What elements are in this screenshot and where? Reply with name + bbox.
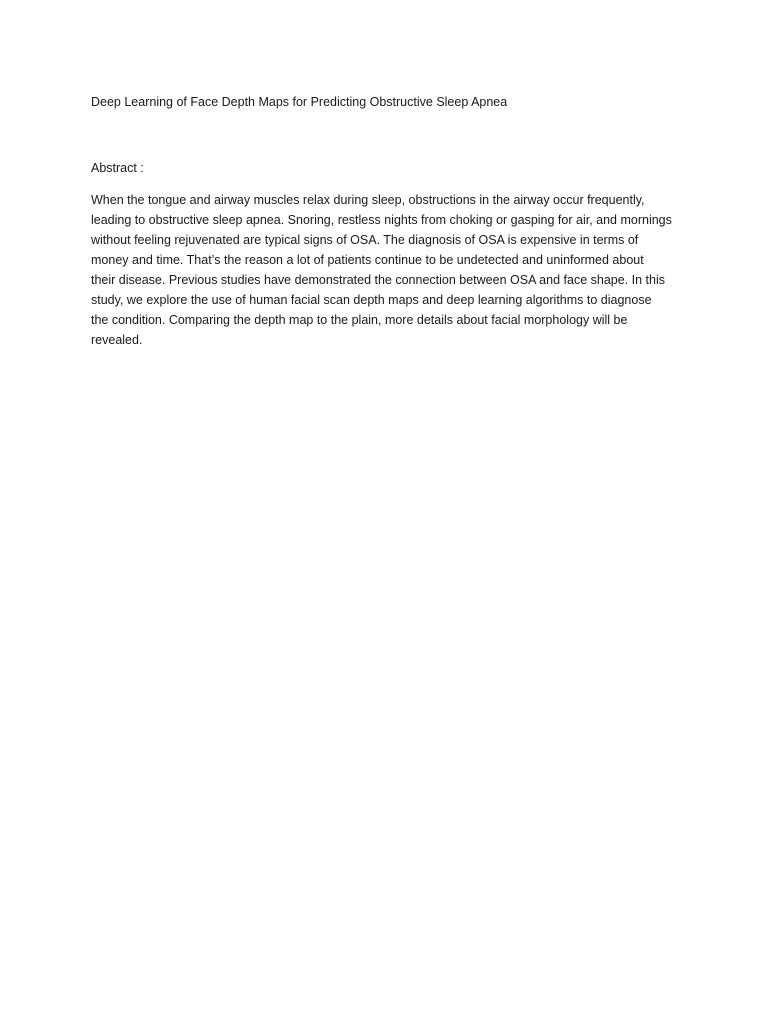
abstract-line: revealed. bbox=[91, 333, 143, 347]
abstract-paragraph bbox=[91, 190, 683, 350]
abstract-line: their disease. Previous studies have demonstrated the connection between OSA and face shape. In this bbox=[91, 273, 665, 287]
abstract-line: study, we explore the use of human facial scan depth maps and deep learning algorithms to diagnose bbox=[91, 293, 652, 307]
abstract-heading: Abstract : bbox=[91, 161, 144, 175]
document-title: Deep Learning of Face Depth Maps for Predicting Obstructive Sleep Apnea bbox=[91, 95, 508, 109]
abstract-line: When the tongue and airway muscles relax during sleep, obstructions in the airway occur frequently, bbox=[91, 193, 645, 207]
abstract-line: leading to obstructive sleep apnea. Snoring, restless nights from choking or gasping for air, and mornings bbox=[91, 213, 672, 227]
abstract-line: the condition. Comparing the depth map to the plain, more details about facial morphology will be bbox=[91, 313, 628, 327]
abstract-line: without feeling rejuvenated are typical signs of OSA. The diagnosis of OSA is expensive in terms of bbox=[91, 233, 639, 247]
abstract-line: money and time. That’s the reason a lot of patients continue to be undetected and uninformed about bbox=[91, 253, 644, 267]
